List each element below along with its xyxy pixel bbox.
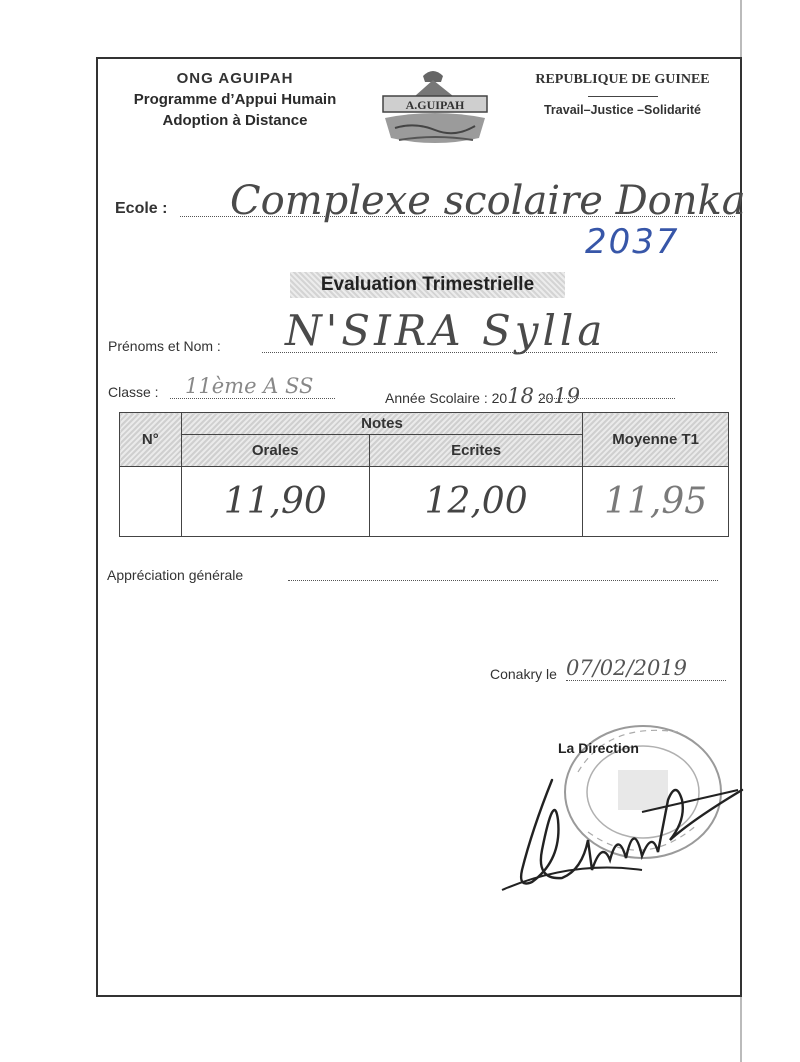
- appreciation-label: Appréciation générale: [107, 567, 244, 583]
- org-adoption: Adoption à Distance: [162, 112, 308, 129]
- col-orales-header: Orales: [181, 435, 369, 467]
- signature: [492, 760, 752, 900]
- student-value: N'SIRA Sylla: [285, 306, 607, 355]
- grades-table: [119, 412, 729, 537]
- date-value: 07/02/2019: [566, 656, 688, 680]
- grade-moyenne: 11,95: [583, 467, 729, 537]
- table-row: [120, 467, 729, 537]
- header-divider: [588, 96, 658, 97]
- republic-motto: Travail–Justice –Solidarité: [543, 103, 702, 117]
- col-ecrites-header: Ecrites: [369, 435, 582, 467]
- logo-text: A.GUIPAH: [405, 98, 465, 112]
- document-title: Evaluation Trimestrielle: [290, 272, 565, 298]
- republic-name: REPUBLIQUE DE GUINEE: [535, 72, 710, 87]
- class-line: [170, 398, 335, 399]
- direction-label: La Direction: [558, 740, 639, 756]
- school-year-label: [385, 384, 580, 408]
- date-prefix: Conakry le: [490, 666, 557, 682]
- appreciation-line: [288, 580, 718, 581]
- org-header: [100, 70, 370, 129]
- student-label: Prénoms et Nom :: [108, 338, 221, 354]
- date-line: [566, 680, 726, 681]
- school-year-end: 19: [553, 384, 581, 408]
- aguipah-logo: [375, 68, 493, 154]
- col-moyenne-header: Moyenne T1: [583, 413, 729, 467]
- grade-ecrites: 12,00: [369, 467, 582, 537]
- org-name: ONG AGUIPAH: [176, 70, 294, 87]
- class-label: Classe :: [108, 384, 159, 400]
- school-value: Complexe scolaire Donka: [230, 178, 746, 224]
- school-code: 2037: [585, 222, 680, 262]
- row-number: [120, 467, 182, 537]
- republic-header: [515, 72, 730, 117]
- org-program: Programme d’Appui Humain: [133, 91, 337, 108]
- col-number-header: N°: [120, 413, 182, 467]
- school-year-line: [540, 398, 675, 399]
- school-year-start: 18: [507, 384, 534, 408]
- school-year-prefix: Année Scolaire : 20: [385, 390, 508, 406]
- date-label: [490, 666, 557, 682]
- col-notes-header: Notes: [181, 413, 583, 435]
- school-label: Ecole :: [115, 200, 168, 217]
- class-value: 11ème A SS: [185, 374, 314, 398]
- school-year-mid: 20: [533, 390, 554, 406]
- grade-orales: 11,90: [181, 467, 369, 537]
